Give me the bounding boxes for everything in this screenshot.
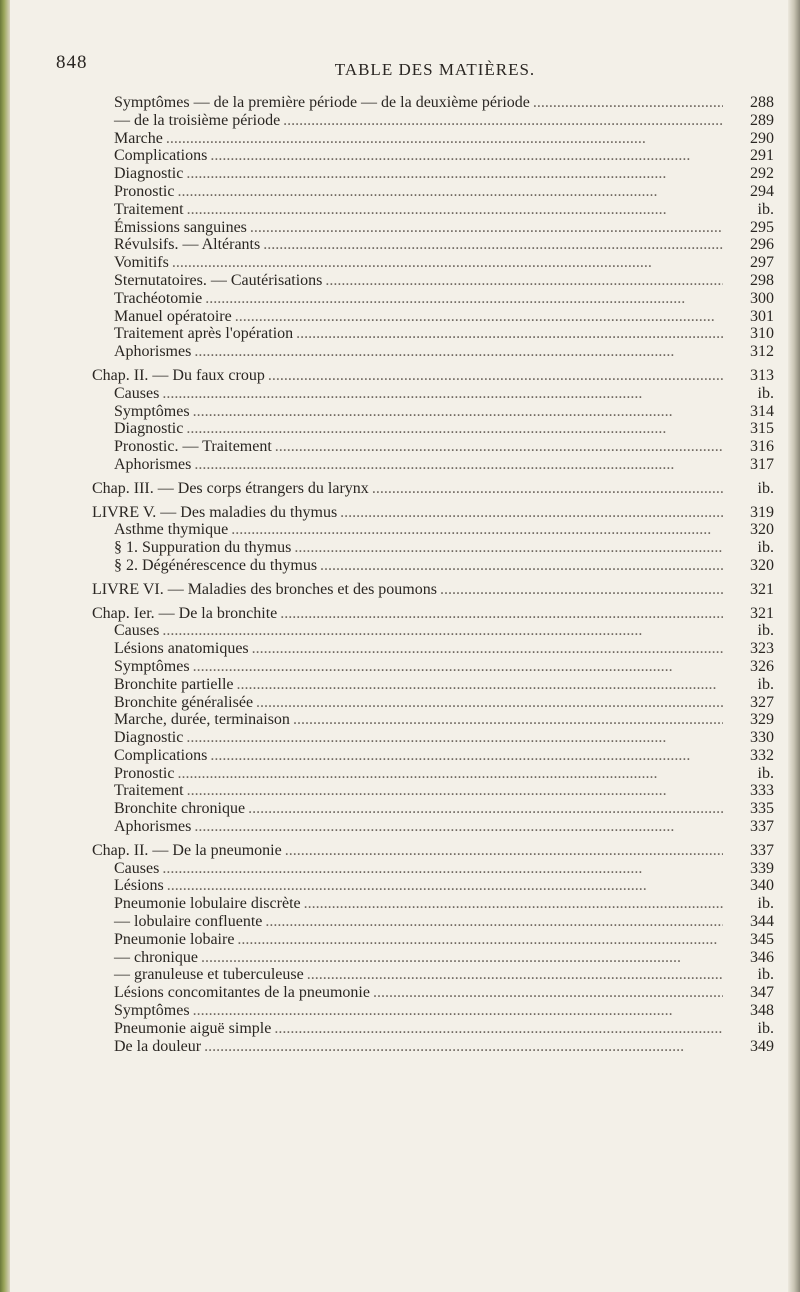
- toc-entry-page: ib.: [757, 764, 774, 782]
- dot-leader: [201, 949, 723, 967]
- toc-entry-label: Pronostic. — Traitement: [114, 438, 272, 456]
- toc-entry-page: 291: [750, 147, 774, 165]
- toc-entry-label: Traitement: [114, 782, 184, 800]
- toc-entry: [114, 272, 774, 290]
- toc-entry-page: ib.: [757, 622, 774, 640]
- toc-entry-label: Asthme thymique: [114, 521, 229, 539]
- toc-entry-label: Bronchite généralisée: [114, 693, 254, 711]
- toc-entry-page: 337: [750, 818, 774, 836]
- toc-section-heading: [92, 480, 774, 498]
- toc-entry: [114, 147, 774, 165]
- toc-entry: [114, 931, 774, 949]
- toc-entry-page: ib.: [757, 479, 774, 497]
- dot-leader: [205, 290, 723, 308]
- toc-entry-label: Symptômes — de la première période — de la deuxième période: [114, 94, 530, 111]
- toc-entry: [114, 308, 774, 326]
- page-left-edge: [0, 0, 10, 1292]
- toc-entry-page: 314: [750, 402, 774, 420]
- toc-entry: [114, 729, 774, 747]
- toc-entry-label: Causes: [114, 622, 160, 640]
- dot-leader: [265, 913, 723, 931]
- dot-leader: [186, 165, 723, 183]
- toc-entry-label: Manuel opératoire: [114, 307, 232, 325]
- toc-entry-page: 346: [750, 948, 774, 966]
- toc-entry: [114, 913, 774, 931]
- toc-entry-page: 294: [750, 182, 774, 200]
- toc-entry-page: 326: [750, 657, 774, 675]
- dot-leader: [210, 147, 723, 165]
- toc-entry-page: ib.: [757, 895, 774, 913]
- toc-entry-page: 321: [750, 580, 774, 598]
- dot-leader: [256, 694, 723, 712]
- toc-entry: [114, 818, 774, 836]
- toc-entry-label: Aphorismes: [114, 818, 192, 836]
- toc-entry-label: Pneumonie aiguë simple: [114, 1019, 272, 1037]
- toc-entry: [114, 711, 774, 729]
- toc-entry: [114, 112, 774, 130]
- toc-entry-label: Chap. Ier. — De la bronchite: [92, 604, 278, 622]
- toc-section-heading: [92, 581, 774, 599]
- toc-entry-label: Trachéotomie: [114, 289, 203, 307]
- dot-leader: [177, 183, 723, 201]
- toc-entry: [114, 94, 774, 112]
- toc-entry-label: Lésions: [114, 877, 164, 895]
- toc-entry-label: Chap. II. — Du faux croup: [92, 366, 265, 384]
- toc-entry: [114, 420, 774, 438]
- toc-entry-label: Révulsifs. — Altérants: [114, 236, 261, 254]
- dot-leader: [177, 765, 723, 783]
- page-right-edge: [788, 0, 800, 1292]
- dot-leader: [167, 877, 723, 895]
- dot-leader: [268, 367, 723, 385]
- dot-leader: [204, 1038, 723, 1056]
- dot-leader: [307, 966, 723, 984]
- toc-section-heading: [92, 504, 774, 522]
- running-title: TABLE DES MATIÈRES.: [334, 60, 536, 79]
- toc-entry: [114, 165, 774, 183]
- toc-entry-label: Traitement: [114, 200, 184, 218]
- toc-entry-label: Symptômes: [114, 402, 190, 420]
- dot-leader: [294, 539, 723, 557]
- toc-entry-label: Pronostic: [114, 764, 175, 782]
- dot-leader: [162, 860, 723, 878]
- toc-entry-label: Pneumonie lobulaire discrète: [114, 895, 301, 913]
- toc-entry-page: 327: [750, 693, 774, 711]
- toc-entry-label: Causes: [114, 384, 160, 402]
- toc-entry-page: 298: [750, 271, 774, 289]
- toc-entry-page: ib.: [757, 384, 774, 402]
- toc-entry-page: 300: [750, 289, 774, 307]
- toc-entry-label: Bronchite chronique: [114, 800, 246, 818]
- toc-entry: [114, 539, 774, 557]
- toc-entry-page: ib.: [757, 1019, 774, 1037]
- dot-leader: [250, 219, 723, 237]
- toc-entry-page: 317: [750, 455, 774, 473]
- dot-leader: [162, 622, 723, 640]
- dot-leader: [304, 895, 723, 913]
- toc-entry: [114, 183, 774, 201]
- toc-entry-label: Lésions anatomiques: [114, 640, 249, 658]
- dot-leader: [193, 658, 723, 676]
- toc-entry-page: 296: [750, 236, 774, 254]
- dot-leader: [275, 438, 723, 456]
- toc-entry-page: 329: [750, 711, 774, 729]
- toc-entry-label: — de la troisième période: [114, 111, 281, 129]
- table-of-contents: [92, 94, 774, 1055]
- toc-entry-page: 315: [750, 420, 774, 438]
- toc-entry: [114, 860, 774, 878]
- toc-entry: [114, 949, 774, 967]
- toc-entry-page: 349: [750, 1037, 774, 1055]
- toc-entry-page: 316: [750, 438, 774, 456]
- toc-entry: [114, 438, 774, 456]
- dot-leader: [193, 403, 723, 421]
- toc-section-heading: [92, 367, 774, 385]
- dot-leader: [252, 640, 723, 658]
- dot-leader: [533, 94, 723, 112]
- toc-entry: [114, 800, 774, 818]
- toc-entry-page: ib.: [757, 675, 774, 693]
- dot-leader: [285, 842, 723, 860]
- dot-leader: [237, 931, 723, 949]
- toc-entry: [114, 201, 774, 219]
- dot-leader: [186, 420, 723, 438]
- toc-entry-page: 289: [750, 111, 774, 129]
- toc-entry-page: 320: [750, 521, 774, 539]
- toc-entry-label: De la douleur: [114, 1037, 202, 1055]
- toc-entry-label: LIVRE VI. — Maladies des bronches et des poumons: [92, 580, 437, 598]
- toc-entry-page: 333: [750, 782, 774, 800]
- toc-entry: [114, 385, 774, 403]
- toc-entry-label: Aphorismes: [114, 343, 192, 361]
- toc-entry-page: 330: [750, 729, 774, 747]
- toc-entry: [114, 456, 774, 474]
- dot-leader: [325, 272, 723, 290]
- dot-leader: [320, 557, 723, 575]
- dot-leader: [248, 800, 723, 818]
- toc-entry-page: 288: [750, 94, 774, 111]
- toc-entry: [114, 658, 774, 676]
- dot-leader: [283, 112, 723, 130]
- dot-leader: [274, 1020, 723, 1038]
- dot-leader: [172, 254, 723, 272]
- toc-entry: [114, 895, 774, 913]
- toc-entry: [114, 622, 774, 640]
- toc-entry-label: Pneumonie lobaire: [114, 930, 235, 948]
- toc-entry-page: 348: [750, 1002, 774, 1020]
- dot-leader: [237, 676, 723, 694]
- toc-entry-page: 323: [750, 640, 774, 658]
- toc-entry-label: LIVRE V. — Des maladies du thymus: [92, 503, 338, 521]
- dot-leader: [187, 782, 723, 800]
- toc-entry-label: Vomitifs: [114, 254, 169, 272]
- toc-entry: [114, 877, 774, 895]
- dot-leader: [296, 325, 723, 343]
- toc-entry-label: Complications: [114, 147, 208, 165]
- toc-entry: [114, 966, 774, 984]
- toc-entry: [114, 130, 774, 148]
- toc-entry-label: Traitement après l'opération: [114, 325, 294, 343]
- toc-entry-page: 301: [750, 307, 774, 325]
- toc-entry-page: 295: [750, 218, 774, 236]
- toc-entry-label: Aphorismes: [114, 455, 192, 473]
- dot-leader: [187, 201, 723, 219]
- toc-entry-label: Marche, durée, terminaison: [114, 711, 290, 729]
- toc-entry: [114, 747, 774, 765]
- toc-entry-page: 347: [750, 984, 774, 1002]
- toc-entry-page: 310: [750, 325, 774, 343]
- toc-entry: [114, 1038, 774, 1056]
- dot-leader: [340, 504, 723, 522]
- toc-entry-label: — chronique: [114, 948, 198, 966]
- dot-leader: [166, 130, 723, 148]
- dot-leader: [440, 581, 723, 599]
- toc-entry-page: ib.: [757, 966, 774, 984]
- toc-section-heading: [92, 605, 774, 623]
- toc-entry: [114, 765, 774, 783]
- toc-entry: [114, 219, 774, 237]
- toc-entry-label: Diagnostic: [114, 729, 184, 747]
- dot-leader: [231, 521, 723, 539]
- toc-entry-label: Bronchite partielle: [114, 675, 234, 693]
- toc-entry-label: Marche: [114, 129, 163, 147]
- dot-leader: [235, 308, 723, 326]
- toc-entry-page: 335: [750, 800, 774, 818]
- toc-entry-page: 297: [750, 254, 774, 272]
- toc-entry-label: Sternutatoires. — Cautérisations: [114, 271, 323, 289]
- toc-entry: [114, 694, 774, 712]
- toc-entry-label: § 2. Dégénérescence du thymus: [114, 556, 318, 574]
- toc-entry-label: Complications: [114, 746, 208, 764]
- toc-entry-label: Symptômes: [114, 1002, 190, 1020]
- toc-entry-label: Pronostic: [114, 182, 175, 200]
- dot-leader: [186, 729, 723, 747]
- dot-leader: [162, 385, 723, 403]
- toc-entry-label: — lobulaire confluente: [114, 913, 263, 931]
- toc-entry-label: — granuleuse et tuberculeuse: [114, 966, 304, 984]
- toc-entry-label: Causes: [114, 859, 160, 877]
- toc-entry: [114, 676, 774, 694]
- dot-leader: [193, 1002, 723, 1020]
- toc-entry: [114, 1020, 774, 1038]
- toc-entry: [114, 343, 774, 361]
- toc-entry-page: 319: [750, 503, 774, 521]
- dot-leader: [263, 236, 723, 254]
- toc-entry-page: ib.: [757, 539, 774, 557]
- dot-leader: [293, 711, 723, 729]
- toc-section-heading: [92, 842, 774, 860]
- toc-entry-page: 292: [750, 165, 774, 183]
- toc-entry-label: Lésions concomitantes de la pneumonie: [114, 984, 370, 1002]
- dot-leader: [210, 747, 723, 765]
- page-number: 848: [56, 52, 88, 73]
- toc-entry: [114, 290, 774, 308]
- toc-entry-label: Émissions sanguines: [114, 218, 247, 236]
- dot-leader: [373, 984, 723, 1002]
- toc-entry: [114, 521, 774, 539]
- toc-entry-label: Chap. II. — De la pneumonie: [92, 841, 282, 859]
- toc-entry: [114, 984, 774, 1002]
- toc-entry: [114, 557, 774, 575]
- toc-entry: [114, 782, 774, 800]
- toc-entry-page: 332: [750, 746, 774, 764]
- toc-entry-page: 290: [750, 129, 774, 147]
- toc-entry-page: 339: [750, 859, 774, 877]
- toc-entry: [114, 236, 774, 254]
- dot-leader: [280, 605, 723, 623]
- toc-entry-label: Diagnostic: [114, 420, 184, 438]
- toc-entry-page: 321: [750, 604, 774, 622]
- toc-entry-page: 340: [750, 877, 774, 895]
- toc-entry: [114, 640, 774, 658]
- dot-leader: [372, 480, 723, 498]
- toc-entry-page: 320: [750, 556, 774, 574]
- toc-entry-page: 337: [750, 841, 774, 859]
- dot-leader: [194, 818, 723, 836]
- toc-entry-page: ib.: [757, 200, 774, 218]
- toc-entry-label: Chap. III. — Des corps étrangers du larynx: [92, 479, 369, 497]
- toc-entry-label: Diagnostic: [114, 165, 184, 183]
- toc-entry-label: § 1. Suppuration du thymus: [114, 539, 292, 557]
- toc-entry: [114, 403, 774, 421]
- toc-entry-page: 312: [750, 343, 774, 361]
- toc-entry: [114, 1002, 774, 1020]
- dot-leader: [194, 343, 723, 361]
- toc-entry: [114, 254, 774, 272]
- toc-entry: [114, 325, 774, 343]
- toc-entry-label: Symptômes: [114, 657, 190, 675]
- toc-entry-page: 344: [750, 913, 774, 931]
- toc-entry-page: 313: [750, 366, 774, 384]
- toc-entry-page: 345: [750, 930, 774, 948]
- dot-leader: [194, 456, 723, 474]
